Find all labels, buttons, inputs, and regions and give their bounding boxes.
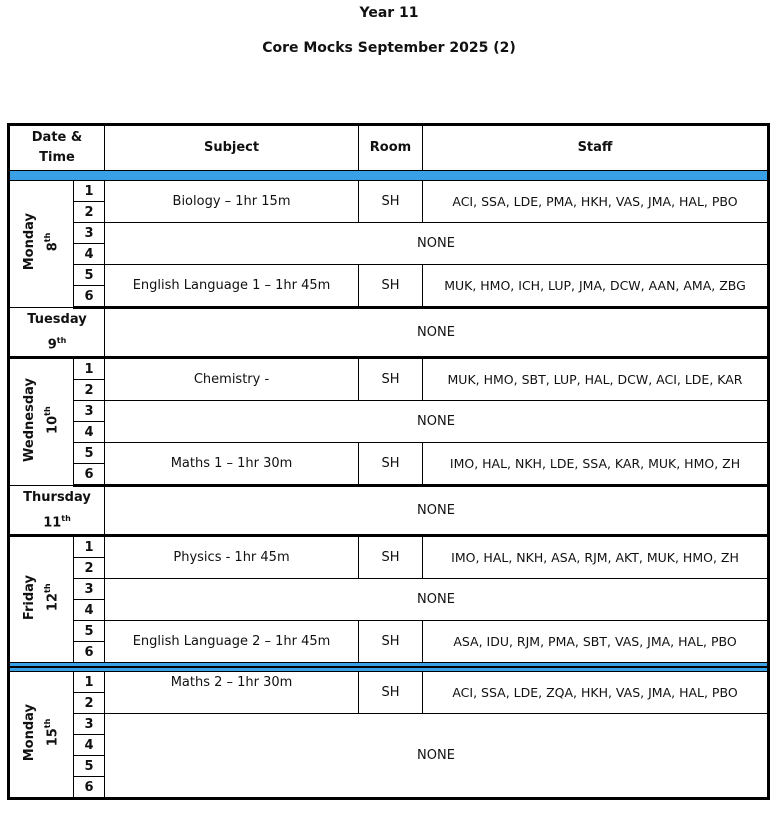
day-cell: Tuesday 9th <box>9 308 105 358</box>
period-number: 3 <box>74 579 105 600</box>
exam-subject: Biology – 1hr 15m <box>105 181 359 223</box>
exam-staff: IMO, HAL, NKH, LDE, SSA, KAR, MUK, HMO, ZH <box>423 443 769 486</box>
exam-room: SH <box>359 358 423 401</box>
period-number: 1 <box>74 358 105 380</box>
period-number: 1 <box>74 672 105 693</box>
day-cell: Friday 12th <box>9 536 74 663</box>
period-number: 5 <box>74 756 105 777</box>
table-row <box>9 536 769 558</box>
col-date-time: Date & Time <box>9 125 105 171</box>
day-cell: Monday 8th <box>9 181 74 308</box>
table-row <box>9 358 769 380</box>
header-row <box>9 125 769 171</box>
exam-subject: Maths 1 – 1hr 30m <box>105 443 359 486</box>
exam-room: SH <box>359 536 423 579</box>
exam-room: SH <box>359 443 423 486</box>
exam-subject: Maths 2 – 1hr 30m <box>105 672 359 714</box>
table-row <box>9 181 769 202</box>
period-number: 5 <box>74 265 105 286</box>
period-number: 6 <box>74 464 105 486</box>
day-cell: Wednesday 10th <box>9 358 74 486</box>
col-staff: Staff <box>423 125 769 171</box>
exam-subject: Chemistry - <box>105 358 359 401</box>
exam-room: SH <box>359 621 423 663</box>
exam-staff: ASA, IDU, RJM, PMA, SBT, VAS, JMA, HAL, PBO <box>423 621 769 663</box>
period-number: 6 <box>74 642 105 663</box>
table-row <box>9 308 769 358</box>
period-number: 2 <box>74 693 105 714</box>
period-number: 4 <box>74 600 105 621</box>
period-number: 4 <box>74 422 105 443</box>
period-number: 5 <box>74 621 105 642</box>
period-number: 4 <box>74 244 105 265</box>
no-exam-cell: NONE <box>105 401 769 443</box>
day-cell: Thursday 11th <box>9 486 105 536</box>
period-number: 2 <box>74 380 105 401</box>
year-heading: Year 11 <box>359 5 419 21</box>
no-exam-cell: NONE <box>105 579 769 621</box>
period-number: 2 <box>74 558 105 579</box>
no-exam-cell: NONE <box>105 714 769 799</box>
exam-room: SH <box>359 265 423 308</box>
separator-bar <box>9 171 769 181</box>
page-title: Core Mocks September 2025 (2) <box>262 40 516 56</box>
period-number: 6 <box>74 286 105 308</box>
period-number: 5 <box>74 443 105 464</box>
period-number: 6 <box>74 777 105 799</box>
no-exam-cell: NONE <box>105 486 769 536</box>
exam-staff: MUK, HMO, SBT, LUP, HAL, DCW, ACI, LDE, KAR <box>423 358 769 401</box>
exam-staff: MUK, HMO, ICH, LUP, JMA, DCW, AAN, AMA, ZBG <box>423 265 769 308</box>
period-number: 1 <box>74 181 105 202</box>
period-number: 3 <box>74 401 105 422</box>
period-number: 2 <box>74 202 105 223</box>
exam-timetable <box>7 123 770 800</box>
exam-subject: Physics - 1hr 45m <box>105 536 359 579</box>
exam-staff: ACI, SSA, LDE, PMA, HKH, VAS, JMA, HAL, PBO <box>423 181 769 223</box>
table-row <box>9 672 769 693</box>
period-number: 3 <box>74 223 105 244</box>
period-number: 1 <box>74 536 105 558</box>
no-exam-cell: NONE <box>105 308 769 358</box>
exam-room: SH <box>359 181 423 223</box>
table-row <box>9 486 769 536</box>
exam-room: SH <box>359 672 423 714</box>
exam-staff: ACI, SSA, LDE, ZQA, HKH, VAS, JMA, HAL, PBO <box>423 672 769 714</box>
col-subject: Subject <box>105 125 359 171</box>
col-room: Room <box>359 125 423 171</box>
exam-staff: IMO, HAL, NKH, ASA, RJM, AKT, MUK, HMO, ZH <box>423 536 769 579</box>
period-number: 3 <box>74 714 105 735</box>
exam-subject: English Language 2 – 1hr 45m <box>105 621 359 663</box>
day-cell: Monday 15th <box>9 672 74 799</box>
period-number: 4 <box>74 735 105 756</box>
exam-subject: English Language 1 – 1hr 45m <box>105 265 359 308</box>
week-separator-bar <box>9 663 769 672</box>
no-exam-cell: NONE <box>105 223 769 265</box>
